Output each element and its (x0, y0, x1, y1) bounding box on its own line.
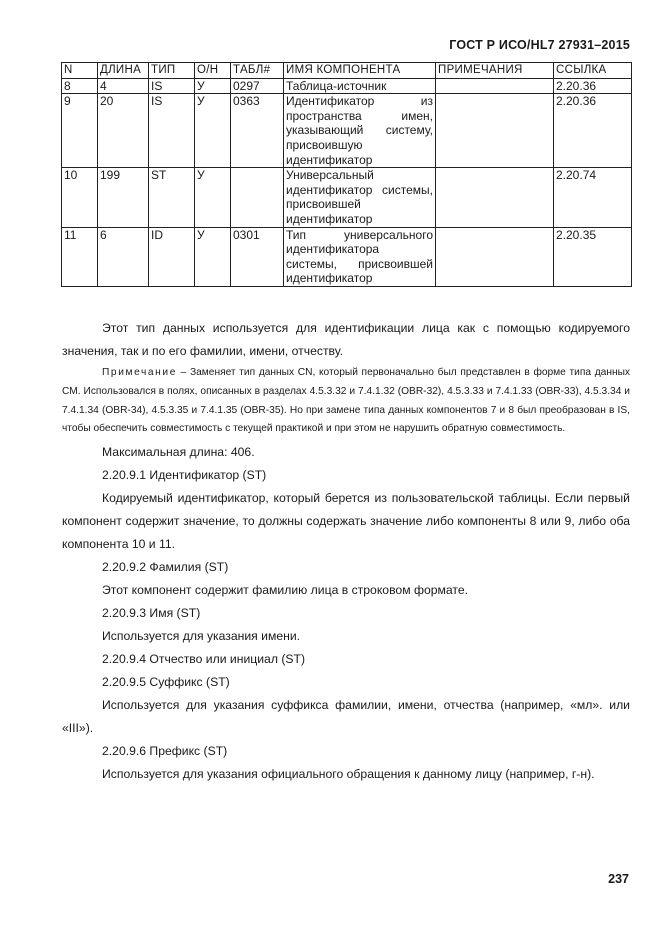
cell-notes (436, 78, 554, 94)
max-length: Максимальная длина: 406. (102, 445, 255, 460)
cell-type: IS (149, 78, 195, 94)
cell-length: 6 (98, 227, 149, 286)
column-header: О/Н (195, 63, 231, 79)
table-row (62, 78, 632, 94)
cell-optionality: У (195, 227, 231, 286)
table-header-row (62, 63, 632, 79)
cell-notes (436, 168, 554, 227)
cell-number: 11 (62, 227, 98, 286)
section-text: Этот компонент содержит фамилию лица в строковом формате. (102, 583, 469, 598)
document-body (62, 317, 630, 786)
cell-reference: 2.20.35 (554, 227, 632, 286)
cell-length: 199 (98, 168, 149, 227)
cell-length: 4 (98, 78, 149, 94)
column-header: ИМЯ КОМПОНЕНТА (284, 63, 436, 79)
column-header: ТИП (149, 63, 195, 79)
intro-paragraph: Этот тип данных используется для идентификации лица как с помощью кодируемого значения, так и по его фамилии, имени, отчеству. (62, 321, 630, 358)
cell-optionality: У (195, 94, 231, 168)
section-text: Кодируемый идентификатор, который берется из пользовательской таблицы. Если первый компонент содержит значение, то должны содержать значение либо компоненты 8 или 9, либо оба компонента 10 и 11. (62, 491, 630, 552)
section-heading: 2.20.9.3 Имя (ST) (102, 606, 201, 621)
cell-length: 20 (98, 94, 149, 168)
page-number: 237 (608, 872, 629, 886)
section-heading: 2.20.9.2 Фамилия (ST) (102, 560, 229, 575)
note-text: – Заменяет тип данных CN, который первоначально был представлен в форме типа данных СМ. Использовался в полях, описанных в разделах 4.5.3.32 и 7.4.1.32 (OBR-32), 4.5.3.33 и 7.4.1.33 (OBR-33), 4.5.3.34 и 7.4.1.34 (OBR-34), 4.5.3.35 и 7.4.1.35 (OBR-35). Но при замене типа данных компонентов 7 и 8 был преобразован в IS, чтобы обеспечить совместимость с текущей практикой и при этом не нарушить обратную совместимость. (62, 367, 630, 435)
table-row (62, 94, 632, 168)
table-row (62, 227, 632, 286)
cell-table: 0363 (231, 94, 284, 168)
cell-table: 0297 (231, 78, 284, 94)
column-header: ТАБЛ# (231, 63, 284, 79)
column-header: N (62, 63, 98, 79)
component-table (61, 62, 632, 287)
note-paragraph (62, 364, 630, 439)
cell-component-name: Тип универсального идентификатора системы, присвоившей идентификатор (284, 227, 436, 286)
section-heading: 2.20.9.1 Идентификатор (ST) (102, 468, 267, 483)
column-header: ДЛИНА (98, 63, 149, 79)
column-header: ССЫЛКА (554, 63, 632, 79)
cell-reference: 2.20.36 (554, 78, 632, 94)
section-heading: 2.20.9.5 Суффикс (ST) (102, 675, 230, 690)
section-heading: 2.20.9.6 Префикс (ST) (102, 744, 228, 759)
cell-component-name: Идентификатор из пространства имен, указывающий систему, присвоившую идентификатор (284, 94, 436, 168)
section-text: Используется для указания официального обращения к данному лицу (например, г-н). (102, 767, 595, 782)
cell-table (231, 168, 284, 227)
table-row (62, 168, 632, 227)
cell-type: ST (149, 168, 195, 227)
cell-optionality: У (195, 168, 231, 227)
cell-table: 0301 (231, 227, 284, 286)
cell-notes (436, 94, 554, 168)
cell-type: IS (149, 94, 195, 168)
section-heading: 2.20.9.4 Отчество или инициал (ST) (102, 652, 306, 667)
column-header: ПРИМЕЧАНИЯ (436, 63, 554, 79)
section-text: Используется для указания имени. (102, 629, 301, 644)
cell-notes (436, 227, 554, 286)
document-header: ГОСТ Р ИСО/HL7 27931–2015 (449, 38, 630, 52)
cell-optionality: У (195, 78, 231, 94)
cell-reference: 2.20.74 (554, 168, 632, 227)
note-label: Примечание (102, 367, 177, 378)
cell-component-name: Таблица-источник (284, 78, 436, 94)
cell-reference: 2.20.36 (554, 94, 632, 168)
cell-component-name: Универсальный идентификатор системы, присвоившей идентификатор (284, 168, 436, 227)
cell-number: 8 (62, 78, 98, 94)
cell-number: 10 (62, 168, 98, 227)
cell-number: 9 (62, 94, 98, 168)
section-text: Используется для указания суффикса фамилии, имени, отчества (например, «мл». или «III»). (62, 698, 630, 736)
cell-type: ID (149, 227, 195, 286)
